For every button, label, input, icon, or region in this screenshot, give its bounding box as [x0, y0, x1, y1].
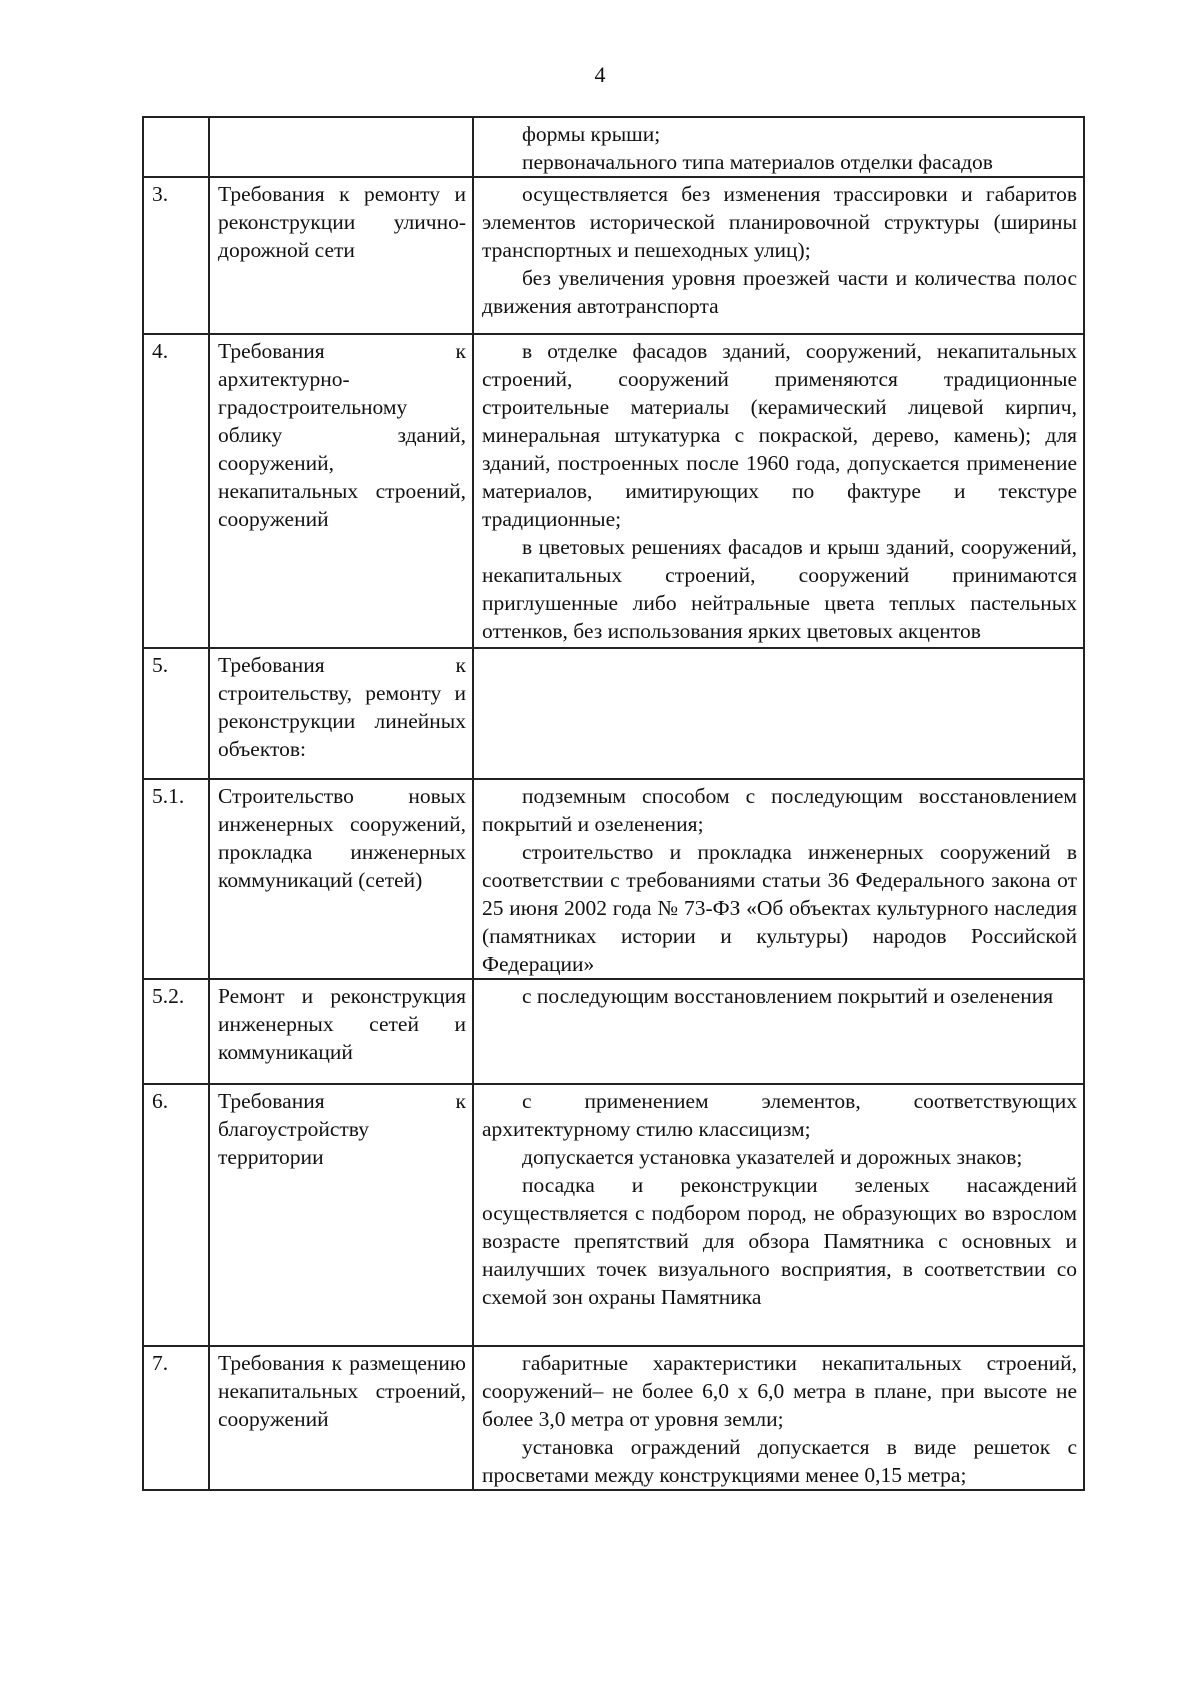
requirement-details — [473, 648, 1084, 779]
row-number: 3. — [143, 177, 209, 334]
requirement-name-text: Требования к ремонту и реконструкции улично-дорожной сети — [218, 182, 466, 262]
requirement-paragraph: установка ограждений допускается в виде решеток с просветами между конструкциями менее 0,15 метра; — [482, 1435, 1077, 1487]
requirement-name-text: Требования к размещению некапитальных строений, сооружений — [218, 1351, 466, 1431]
requirement-paragraph: в отделке фасадов зданий, сооружений, некапитальных строений, сооружений применяются традиционные строительные материалы (керамический лицевой кирпич, минеральная штукатурка с покраской, дерево, камень); для зданий, построенных после 1960 года, допускается применение материалов, имитирующих по фактуре и текстуре традиционные; — [482, 339, 1077, 531]
row-number: 5.2. — [143, 979, 209, 1084]
requirement-details — [473, 1346, 1084, 1490]
row-number: 5. — [143, 648, 209, 779]
table-row — [143, 648, 1084, 779]
requirement-name — [209, 1084, 473, 1346]
requirement-name-text: Ремонт и реконструкция инженерных сетей и коммуникаций — [218, 984, 466, 1064]
row-number: 5.1. — [143, 779, 209, 979]
requirement-name-text: Требования к строительству, ремонту и реконструкции линейных объектов: — [218, 653, 466, 761]
requirement-name-text: Требования к благоустройству территории — [218, 1089, 466, 1169]
requirement-paragraph: в цветовых решениях фасадов и крыш зданий, сооружений, некапитальных строений, сооружений принимаются приглушенные либо нейтральные цвета теплых пастельных оттенков, без использования ярких цветовых акцентов — [482, 535, 1077, 643]
requirement-paragraph: с последующим восстановлением покрытий и озеленения — [522, 984, 1054, 1008]
requirement-name-text: Требования к архитектурно-градостроительному облику зданий, сооружений, некапитальных строений, сооружений — [218, 339, 466, 531]
requirement-details — [473, 334, 1084, 648]
requirement-paragraph: посадка и реконструкции зеленых насаждений осуществляется с подбором пород, не образующих во взрослом возрасте препятствий для обзора Памятника с основных и наилучших точек визуального восприятия, в соответствии со схемой зон охраны Памятника — [482, 1173, 1077, 1309]
requirement-paragraph: допускается установка указателей и дорожных знаков; — [522, 1145, 1023, 1169]
requirement-details — [473, 979, 1084, 1084]
page-number: 4 — [594, 62, 606, 87]
row-number: 7. — [143, 1346, 209, 1490]
requirement-paragraph: подземным способом с последующим восстановлением покрытий и озеленения; — [482, 784, 1077, 836]
requirement-name-text: Строительство новых инженерных сооружений, прокладка инженерных коммуникаций (сетей) — [218, 784, 466, 892]
requirements-table-body — [143, 117, 1084, 1490]
requirement-name — [209, 1346, 473, 1490]
requirement-paragraph: строительство и прокладка инженерных сооружений в соответствии с требованиями статьи 36 Федерального закона от 25 июня 2002 года № 73-ФЗ «Об объектах культурного наследия (памятниках истории и культуры) народов Российской Федерации» — [482, 840, 1077, 976]
table-row — [143, 117, 1084, 177]
table-row — [143, 177, 1084, 334]
requirement-name — [209, 117, 473, 177]
requirement-paragraph: осуществляется без изменения трассировки и габаритов элементов исторической планировочной структуры (ширины транспортных и пешеходных улиц); — [482, 182, 1077, 262]
row-number — [143, 117, 209, 177]
requirement-name — [209, 979, 473, 1084]
requirement-name — [209, 648, 473, 779]
requirement-paragraph: с применением элементов, соответствующих архитектурному стилю классицизм; — [482, 1089, 1077, 1141]
requirement-details — [473, 117, 1084, 177]
requirements-table — [142, 116, 1085, 1491]
requirement-details — [473, 779, 1084, 979]
requirement-name — [209, 177, 473, 334]
requirement-details — [473, 177, 1084, 334]
table-row — [143, 979, 1084, 1084]
table-row — [143, 1346, 1084, 1490]
requirement-paragraph: формы крыши; — [522, 122, 661, 146]
requirement-name — [209, 779, 473, 979]
requirement-paragraph: габаритные характеристики некапитальных строений, сооружений– не более 6,0 х 6,0 метра в плане, при высоте не более 3,0 метра от уровня земли; — [482, 1351, 1077, 1431]
table-row — [143, 334, 1084, 648]
table-row — [143, 1084, 1084, 1346]
requirement-details — [473, 1084, 1084, 1346]
requirement-name — [209, 334, 473, 648]
table-row — [143, 779, 1084, 979]
row-number: 6. — [143, 1084, 209, 1346]
requirement-paragraph: первоначального типа материалов отделки фасадов — [522, 150, 993, 174]
requirement-paragraph: без увеличения уровня проезжей части и количества полос движения автотранспорта — [482, 266, 1077, 318]
row-number: 4. — [143, 334, 209, 648]
